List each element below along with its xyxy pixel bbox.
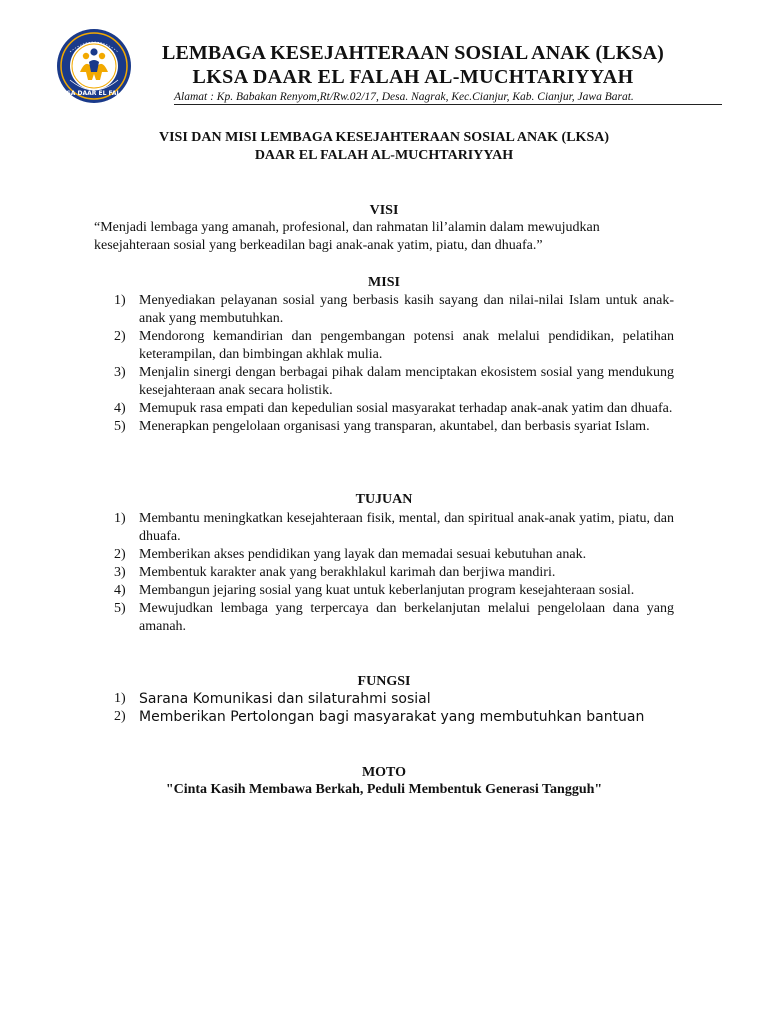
list-item bbox=[114, 328, 674, 364]
letterhead-title-line1: LEMBAGA KESEJAHTERAAN SOSIAL ANAK (LKSA) bbox=[162, 42, 664, 64]
list-item-text: Memupuk rasa empati dan kepedulian sosial masyarakat terhadap anak-anak yatim dan dhuafa. bbox=[139, 401, 673, 416]
list-item-text: Menyediakan pelayanan sosial yang berbasis kasih sayang dan nilai-nilai Islam untuk anak-anak yang membutuhkan. bbox=[139, 293, 674, 326]
list-item-text: Menjalin sinergi dengan berbagai pihak dalam menciptakan ekosistem sosial yang mendukung kesejahteraan anak secara holistik. bbox=[139, 365, 674, 398]
list-item-text: Memberikan Pertolongan bagi masyarakat yang membutuhkan bantuan bbox=[139, 709, 645, 725]
fungsi-list bbox=[114, 690, 674, 726]
list-number: 3) bbox=[114, 365, 126, 380]
list-item bbox=[114, 364, 674, 400]
list-item bbox=[114, 690, 674, 708]
tujuan-heading: TUJUAN bbox=[355, 492, 413, 507]
list-number: 4) bbox=[114, 583, 126, 598]
document-title-line2: DAAR EL FALAH AL-MUCHTARIYYAH bbox=[254, 148, 514, 163]
list-item-text: Membentuk karakter anak yang berakhlakul karimah dan berjiwa mandiri. bbox=[139, 565, 556, 580]
misi-heading: MISI bbox=[368, 275, 400, 290]
moto-text: "Cinta Kasih Membawa Berkah, Peduli Membentuk Generasi Tangguh" bbox=[165, 782, 603, 797]
tujuan-list bbox=[114, 510, 674, 636]
list-number: 4) bbox=[114, 401, 126, 416]
list-number: 5) bbox=[114, 419, 126, 434]
list-item bbox=[114, 546, 674, 564]
visi-line1: “Menjadi lembaga yang amanah, profesional, dan rahmatan lil’alamin dalam mewujudkan bbox=[94, 220, 600, 235]
list-item-text: Membangun jejaring sosial yang kuat untuk keberlanjutan program kesejahteraan sosial. bbox=[139, 583, 635, 598]
logo-text: LKSA DAAR EL FALAH bbox=[57, 90, 131, 97]
fungsi-heading: FUNGSI bbox=[357, 674, 411, 689]
list-number: 5) bbox=[114, 601, 126, 616]
list-item-text: Memberikan akses pendidikan yang layak dan memadai sesuai kebutuhan anak. bbox=[139, 547, 587, 562]
moto-heading: MOTO bbox=[361, 765, 407, 780]
visi-text bbox=[94, 219, 684, 255]
list-item bbox=[114, 708, 674, 726]
list-item bbox=[114, 600, 674, 636]
letterhead-address: Alamat : Kp. Babakan Renyom,Rt/Rw.02/17, Desa. Nagrak, Kec.Cianjur, Kab. Cianjur, Jawa Barat. bbox=[174, 91, 722, 105]
misi-list bbox=[114, 292, 674, 436]
list-item bbox=[114, 582, 674, 600]
list-item-text: Membantu meningkatkan kesejahteraan fisik, mental, dan spiritual anak-anak yatim, piatu, dan dhuafa. bbox=[139, 511, 674, 544]
letterhead-title-line2: LKSA DAAR EL FALAH AL-MUCHTARIYYAH bbox=[192, 66, 634, 88]
list-item-text: Menerapkan pengelolaan organisasi yang transparan, akuntabel, dan berbasis syariat Islam. bbox=[139, 419, 650, 434]
list-number: 2) bbox=[114, 547, 126, 562]
list-item bbox=[114, 564, 674, 582]
list-item bbox=[114, 292, 674, 328]
list-item-text: Mendorong kemandirian dan pengembangan potensi anak melalui pendidikan, pelatihan keterampilan, dan bimbingan akhlak mulia. bbox=[139, 329, 674, 362]
list-item-text: Mewujudkan lembaga yang terpercaya dan berkelanjutan melalui pengelolaan dana yang amanah. bbox=[139, 601, 674, 634]
list-number: 1) bbox=[114, 691, 126, 706]
list-item bbox=[114, 400, 674, 418]
list-number: 2) bbox=[114, 329, 126, 344]
list-number: 3) bbox=[114, 565, 126, 580]
list-item-text: Sarana Komunikasi dan silaturahmi sosial bbox=[139, 691, 431, 707]
list-number: 2) bbox=[114, 709, 126, 724]
lksa-logo-icon bbox=[56, 28, 132, 104]
list-item bbox=[114, 510, 674, 546]
visi-heading: VISI bbox=[369, 203, 399, 218]
visi-line2: kesejahteraan sosial yang berkeadilan bagi anak-anak yatim, piatu, dan dhuafa.” bbox=[94, 238, 543, 253]
list-number: 1) bbox=[114, 293, 126, 308]
letterhead bbox=[52, 24, 672, 106]
list-number: 1) bbox=[114, 511, 126, 526]
document-title-line1: VISI DAN MISI LEMBAGA KESEJAHTERAAN SOSIAL ANAK (LKSA) bbox=[158, 130, 610, 145]
list-item bbox=[114, 418, 674, 436]
